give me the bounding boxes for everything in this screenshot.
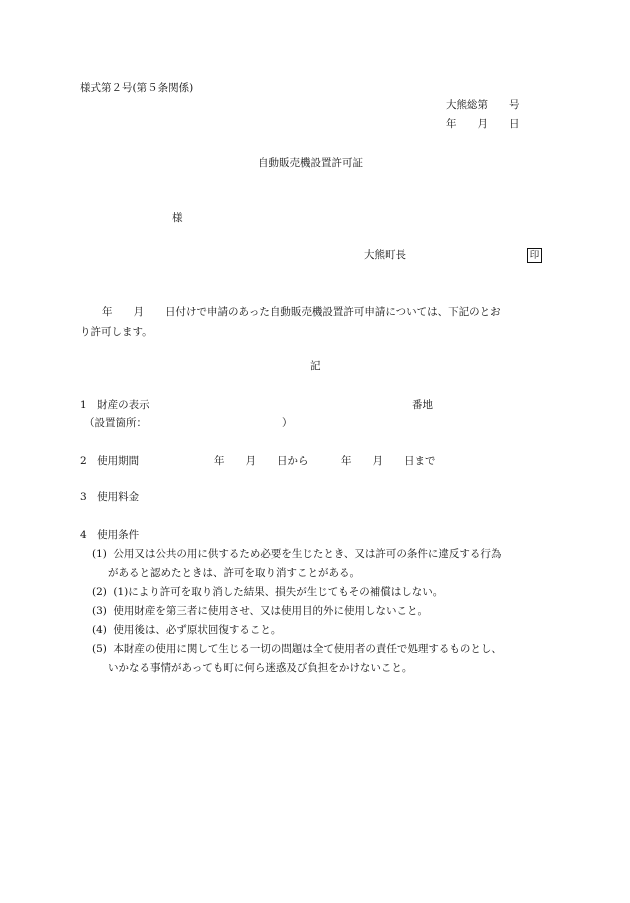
- item2-period-to: 年 月 日まで: [341, 455, 436, 467]
- condition-text: (1)により許可を取り消した結果、損失が生じてもその補償はしない。: [113, 586, 444, 598]
- condition-number: (5): [92, 643, 107, 655]
- condition-item: [92, 545, 554, 564]
- condition-text: 本財産の使用に関して生じる一切の問題は全て使用者の責任で処理するものとし、: [113, 643, 502, 655]
- issuer-name: 大熊町長: [364, 249, 406, 261]
- condition-text: 公用又は公共の用に供するため必要を生じたとき、又は許可の条件に違反する行為: [113, 548, 502, 560]
- document-title: 自動販売機設置許可証: [258, 157, 363, 169]
- item1-location-close: ）: [282, 417, 293, 429]
- condition-text-continued: いかなる事情があっても町に何ら迷惑及び負担をかけないこと。: [108, 662, 413, 674]
- issue-date: 年 月 日: [446, 118, 520, 130]
- item4-label: 4 使用条件: [80, 529, 140, 541]
- notes-heading: 記: [310, 360, 321, 372]
- condition-item: [92, 583, 554, 602]
- item1-lot-suffix: 番地: [412, 399, 433, 411]
- reference-number: 大熊総第 号: [446, 99, 520, 111]
- item2-label: 2 使用期間: [80, 455, 140, 467]
- condition-number: (4): [92, 624, 107, 636]
- condition-number: (2): [92, 586, 107, 598]
- recipient-honorific: 様: [172, 212, 183, 224]
- condition-text: 使用財産を第三者に使用させ、又は使用目的外に使用しないこと。: [113, 605, 429, 617]
- condition-number: (1): [92, 548, 107, 560]
- condition-number: (3): [92, 605, 107, 617]
- condition-text: 使用後は、必ず原状回復すること。: [113, 624, 282, 636]
- item3-label: 3 使用料金: [80, 491, 140, 503]
- condition-item: [92, 621, 554, 640]
- condition-item: [92, 602, 554, 621]
- item1-label: 1 財産の表示: [80, 399, 150, 411]
- item2-period-from: 年 月 日から: [214, 455, 309, 467]
- seal-stamp: 印: [527, 248, 542, 263]
- body-paragraph-line1: 年 月 日付けで申請のあった自動販売機設置許可申請については、下記のとお: [102, 306, 501, 318]
- condition-item: [92, 640, 554, 659]
- condition-text-continued: があると認めたときは、許可を取り消すことがある。: [108, 567, 360, 579]
- usage-conditions: [92, 545, 554, 678]
- item1-location: （設置箇所：: [84, 417, 147, 429]
- form-number: 様式第２号(第５条関係): [80, 82, 194, 94]
- body-paragraph-line2: り許可します。: [80, 326, 153, 338]
- body-paragraph: [80, 302, 555, 342]
